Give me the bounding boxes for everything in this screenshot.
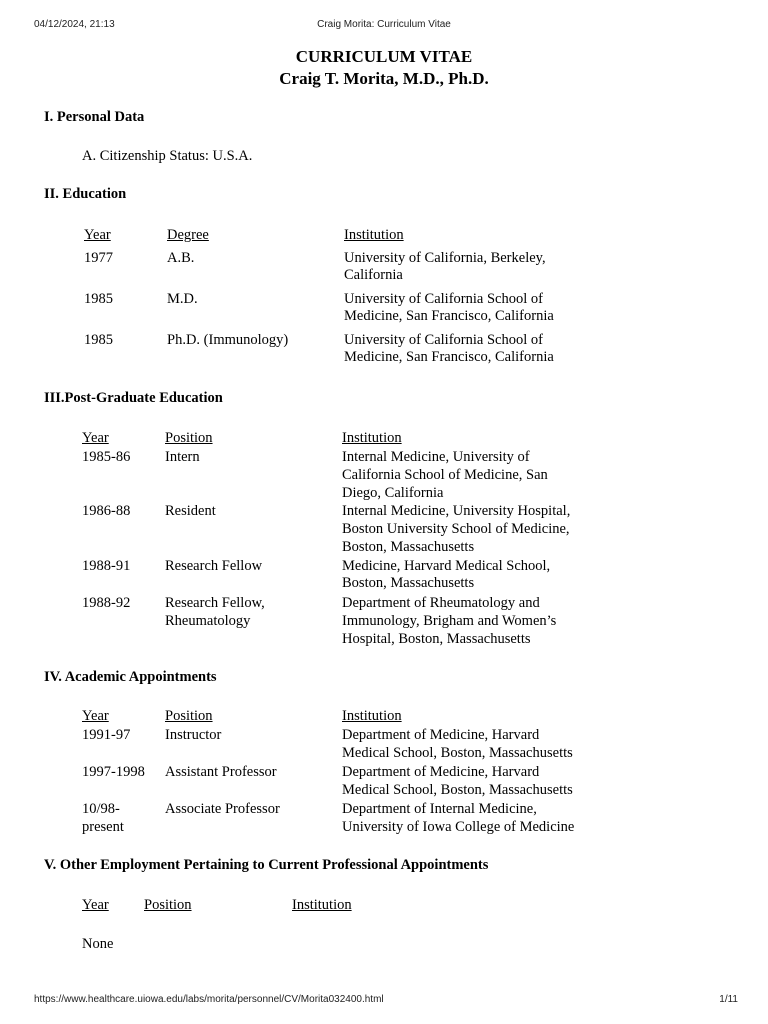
- citizenship-status: A. Citizenship Status: U.S.A.: [82, 148, 253, 164]
- col-header-position: Position: [165, 430, 213, 446]
- col-header-degree: Degree: [167, 227, 209, 243]
- doc-title: CURRICULUM VITAE: [295, 47, 473, 66]
- section-heading-postgrad: III.Post-Graduate Education: [44, 390, 223, 406]
- acad-position: Assistant Professor: [165, 764, 277, 780]
- other-employment-none: None: [82, 936, 114, 952]
- print-datetime: 04/12/2024, 21:13: [34, 19, 115, 30]
- edu-institution-line2: California: [344, 267, 403, 283]
- section-heading-education: II. Education: [44, 186, 127, 202]
- edu-institution-line1: University of California School of: [344, 332, 543, 348]
- print-url: https://www.healthcare.uiowa.edu/labs/morita/personnel/CV/Morita032400.html: [34, 994, 384, 1005]
- col-header-year: Year: [82, 430, 109, 446]
- edu-institution-line1: University of California, Berkeley,: [344, 250, 546, 266]
- acad-year-line1: 10/98-: [82, 801, 120, 817]
- pg-year: 1985-86: [82, 449, 131, 465]
- pg-institution-line2: Boston, Massachusetts: [342, 575, 475, 591]
- edu-institution-line2: Medicine, San Francisco, California: [344, 349, 554, 365]
- col-header-institution: Institution: [342, 708, 402, 724]
- edu-institution-line2: Medicine, San Francisco, California: [344, 308, 554, 324]
- print-page-number: 1/11: [719, 994, 738, 1005]
- print-page-title: Craig Morita: Curriculum Vitae: [317, 19, 451, 30]
- acad-year: 1997-1998: [82, 764, 145, 780]
- pg-position-line2: Rheumatology: [165, 613, 251, 629]
- edu-degree: A.B.: [167, 250, 195, 266]
- pg-year: 1988-92: [82, 595, 131, 611]
- pg-institution-line1: Medicine, Harvard Medical School,: [342, 558, 551, 574]
- section-heading-personal: I. Personal Data: [44, 109, 145, 125]
- pg-institution-line1: Internal Medicine, University of: [342, 449, 530, 465]
- pg-institution-line3: Boston, Massachusetts: [342, 539, 475, 555]
- col-header-position: Position: [144, 897, 192, 913]
- acad-position: Associate Professor: [165, 801, 280, 817]
- section-heading-other-employment: V. Other Employment Pertaining to Current Professional Appointments: [44, 857, 489, 873]
- pg-institution-line3: Diego, California: [342, 485, 444, 501]
- pg-position: Resident: [165, 503, 216, 519]
- acad-year-line2: present: [82, 819, 124, 835]
- acad-institution-line1: Department of Internal Medicine,: [342, 801, 537, 817]
- col-header-institution: Institution: [292, 897, 352, 913]
- acad-institution-line1: Department of Medicine, Harvard: [342, 727, 540, 743]
- edu-institution-line1: University of California School of: [344, 291, 543, 307]
- pg-position: Research Fellow: [165, 558, 263, 574]
- acad-institution-line1: Department of Medicine, Harvard: [342, 764, 540, 780]
- acad-institution-line2: University of Iowa College of Medicine: [342, 819, 575, 835]
- col-header-institution: Institution: [342, 430, 402, 446]
- acad-institution-line2: Medical School, Boston, Massachusetts: [342, 745, 573, 761]
- pg-institution-line2: California School of Medicine, San: [342, 467, 548, 483]
- col-header-year: Year: [84, 227, 111, 243]
- pg-institution-line2: Boston University School of Medicine,: [342, 521, 570, 537]
- section-heading-academic: IV. Academic Appointments: [44, 669, 217, 685]
- pg-institution-line1: Internal Medicine, University Hospital,: [342, 503, 571, 519]
- edu-degree: Ph.D. (Immunology): [167, 332, 289, 348]
- pg-year: 1986-88: [82, 503, 131, 519]
- edu-year: 1985: [84, 291, 113, 307]
- pg-institution-line3: Hospital, Boston, Massachusetts: [342, 631, 531, 647]
- col-header-year: Year: [82, 897, 109, 913]
- pg-year: 1988-91: [82, 558, 131, 574]
- pg-position-line1: Research Fellow,: [165, 595, 265, 611]
- col-header-year: Year: [82, 708, 109, 724]
- pg-institution-line1: Department of Rheumatology and: [342, 595, 540, 611]
- acad-year: 1991-97: [82, 727, 131, 743]
- pg-position: Intern: [165, 449, 200, 465]
- col-header-position: Position: [165, 708, 213, 724]
- edu-year: 1985: [84, 332, 113, 348]
- acad-position: Instructor: [165, 727, 222, 743]
- edu-year: 1977: [84, 250, 113, 266]
- acad-institution-line2: Medical School, Boston, Massachusetts: [342, 782, 573, 798]
- pg-institution-line2: Immunology, Brigham and Women’s: [342, 613, 557, 629]
- col-header-institution: Institution: [344, 227, 404, 243]
- doc-name: Craig T. Morita, M.D., Ph.D.: [279, 69, 489, 88]
- edu-degree: M.D.: [167, 291, 198, 307]
